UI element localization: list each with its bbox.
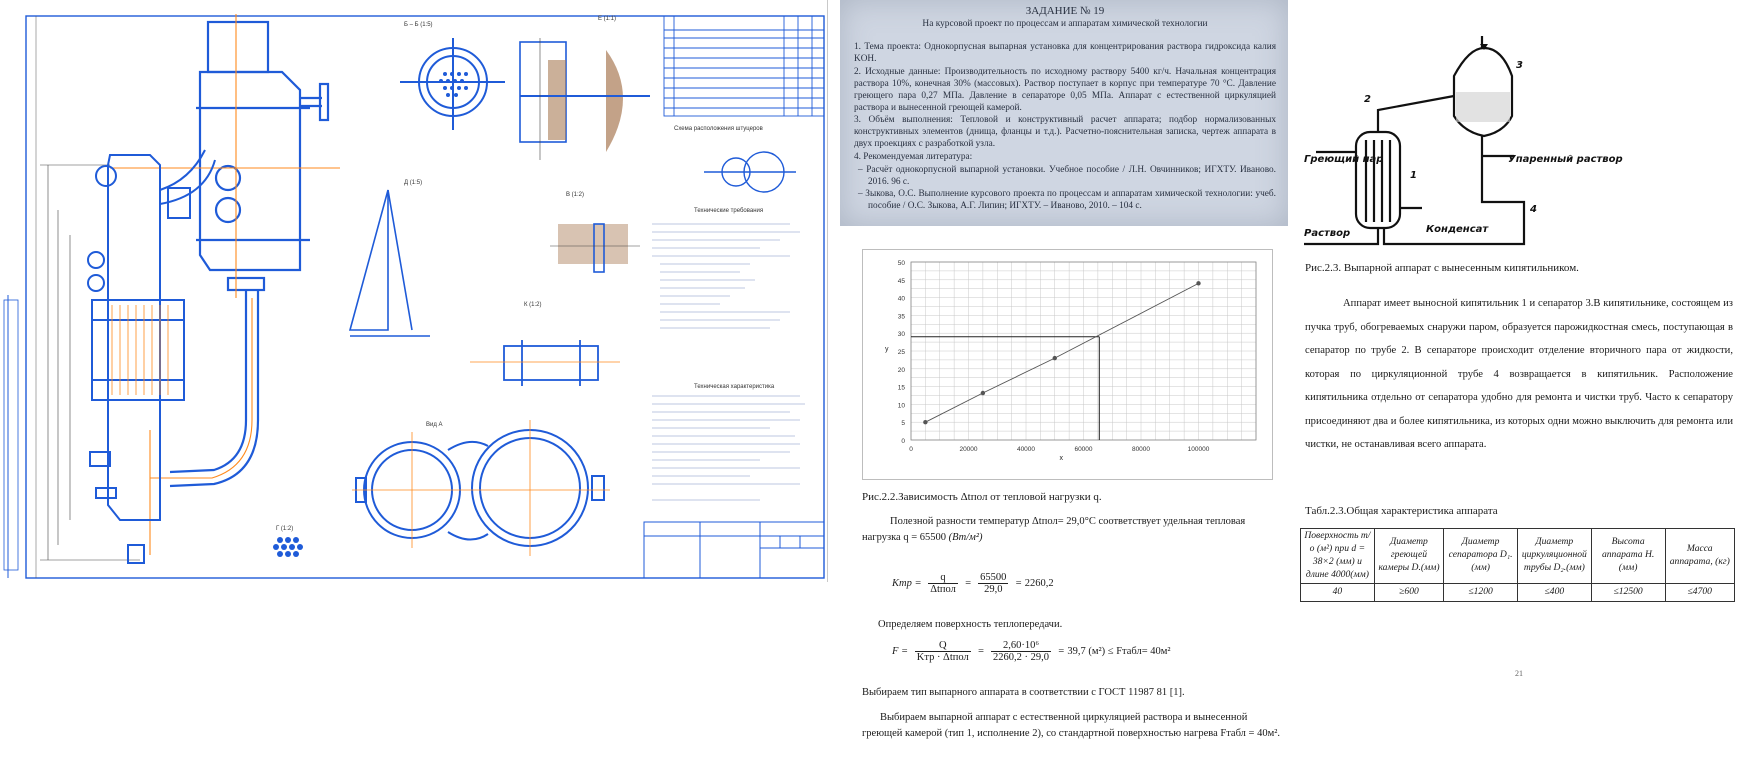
literature-item: – Расчёт однокорпусной выпарной установки. Учебное пособие / Л.Н. Овчинников; ИГХТУ. Иваново. 2016. 96 с. [858, 165, 1276, 187]
table-cell: ≤1200 [1444, 583, 1518, 601]
x-tick-label: 80000 [1131, 446, 1151, 453]
engineering-drawing [0, 0, 828, 582]
y-tick-label: 35 [897, 313, 905, 321]
data-point [981, 391, 985, 395]
y-tick-label: 15 [897, 384, 905, 392]
page-number: 21 [1515, 669, 1523, 678]
separator-vessel [170, 22, 328, 486]
table-caption: Табл.2.3.Общая характеристика аппарата [1305, 505, 1498, 517]
y-tick-label: 0 [901, 438, 905, 445]
table-cell: 40 [1301, 583, 1375, 601]
data-point [1196, 281, 1200, 285]
table-cell: ≥600 [1374, 583, 1443, 601]
x-tick-label: 40000 [1016, 446, 1036, 453]
assignment-photo [840, 0, 1288, 226]
data-point [1053, 356, 1057, 360]
assignment-item: 3. Объём выполнения: Тепловой и конструктивный расчет аппарата; подбор нормализованных конструктивных элементов (днища, фланцы и т.д.). Расчетно-пояснительная записка, чертеж аппарата в двух проекциях с разработкой узла. [854, 115, 1276, 150]
notes-heading: Технические требования [694, 208, 764, 214]
scheme-number: 1 [1410, 170, 1417, 181]
y-tick-label: 50 [897, 260, 905, 267]
assignment-subtitle: На курсовой проект по процессам и аппаратам химической технологии [922, 19, 1208, 30]
x-tick-label: 100000 [1187, 446, 1210, 453]
table-cell: ≤12500 [1591, 583, 1665, 601]
table-header: Диаметр греющей камеры D.(мм) [1374, 529, 1443, 584]
heat-paragraph: Определяем поверхность теплопередачи. [878, 619, 1063, 630]
scheme-number: 3 [1516, 60, 1523, 71]
view-label: Е (1:1) [598, 16, 617, 22]
table-header-row [1301, 529, 1735, 584]
tube-bundle [112, 305, 168, 395]
scheme-label: Упаренный раствор [1508, 154, 1623, 165]
view-label: В (1:2) [566, 192, 585, 198]
heat-paragraph: Полезной разности температур Δtпол= 29,0°C соответствует удельная тепловая нагрузка q = 65500 (Вт/м²) [862, 516, 1246, 543]
scheme-label: Греющий пар [1304, 154, 1384, 165]
characteristics-table [1300, 528, 1735, 602]
chart-caption: Рис.2.2.Зависимость Δtпол от тепловой нагрузки q. [862, 491, 1102, 503]
assignment-item: 4. Рекомендуемая литература: [854, 152, 973, 163]
section-e [520, 38, 650, 160]
y-tick-label: 10 [897, 402, 905, 410]
assignment-item: 2. Исходные данные: Производительность по исходному раствору 5400 кг/ч. Начальная концентрация раствора 10%, конечная 30% (массовых). Раствор поступает в корпус при температуре 70 °C. Давление греющего пара 0,27 МПа. Давление в сепараторе 0,05 МПа. Аппарат с естественной циркуляцией раствора и вынесенной греющей камерой. [854, 66, 1276, 113]
data-point [923, 420, 927, 424]
scheme-number: 4 [1530, 204, 1537, 215]
k-formula: Kтр = $\frac{q}{\text{Δtпол}}$ = $\frac{65500}{29,0}$ = 2260,2 [892, 572, 1054, 595]
y-tick-label: 20 [897, 366, 905, 374]
y-tick-label: 5 [901, 420, 905, 428]
view-g-tubes [273, 537, 303, 557]
table-cell: ≤4700 [1665, 583, 1735, 601]
spec-table [664, 16, 824, 116]
table-header: Поверхность т/о (м²) при d = 38×2 (мм) и длине 4000(мм) [1301, 529, 1375, 584]
series-line [925, 283, 1198, 422]
title-block [644, 522, 824, 578]
y-tick-label: 40 [897, 295, 905, 303]
table-header: Диаметр циркуляционной трубы D₂.(мм) [1517, 529, 1591, 584]
literature-item: – Зыкова, О.С. Выполнение курсового проекта по процессам и аппаратам химической технологии: учеб. пособие / О.С. Зыкова, А.Г. Липин; ИГХТУ. – Иваново, 2010. – 104 с. [858, 188, 1276, 211]
table-header: Масса аппарата, (кг) [1665, 529, 1735, 584]
evaporator-scheme [1304, 36, 1623, 256]
nozzle-scheme [704, 152, 796, 192]
view-k [470, 340, 620, 386]
heat-load-chart [862, 249, 1273, 480]
x-tick-label: 20000 [959, 446, 978, 453]
view-v [550, 224, 640, 272]
x-tick-label: 0 [909, 446, 913, 453]
y-axis-label: y [885, 346, 889, 353]
drawing-canvas [0, 0, 828, 582]
notes-heading: Схема расположения штуцеров [674, 126, 763, 132]
x-tick-label: 60000 [1074, 446, 1093, 453]
table-header: Высота аппарата H.(мм) [1591, 529, 1665, 584]
notes-heading: Техническая характеристика [694, 384, 775, 390]
scheme-label: Конденсат [1426, 224, 1489, 235]
notes-lines [652, 224, 805, 500]
view-label: Д (1:5) [404, 180, 423, 186]
heating-chamber [88, 150, 215, 563]
y-tick-label: 30 [897, 331, 905, 339]
view-label: Г (1:2) [276, 526, 294, 532]
axis-lines [110, 14, 340, 555]
apparatus-description: Аппарат имеет выносной кипятильник 1 и сепаратор 3.В кипятильнике, состоящем из пучка труб, обогреваемых снаружи паром, образуется парожидкостная смесь, поступающая в сепаратор по трубе 2. В сепараторе происходит отделение вторичного пара от жидкости, которая по циркуляционной трубе 4 возвращается в кипятильник. Расположение кипятильника отдельно от сепаратора удобно для ремонта и чистки труб. Часто к сепаратору присоединяют два и более кипятильника, из которых одни можно выключить для ремонта или чистки, не останавливая всего аппарата. [1305, 298, 1733, 451]
table-cell: ≤400 [1517, 583, 1591, 601]
scheme-number: 2 [1364, 94, 1371, 105]
heat-paragraph: Выбираем тип выпарного аппарата в соответствии с ГОСТ 11987 81 [1]. [862, 687, 1185, 698]
y-tick-label: 45 [897, 277, 905, 285]
assignment-item: 1. Тема проекта: Однокорпусная выпарная установка для концентрирования раствора гидроксида калия KOH. [854, 42, 1276, 64]
table-header: Диаметр сепаратора D₁.(мм) [1444, 529, 1518, 584]
figure-caption: Рис.2.3. Выпарной аппарат с вынесенным кипятильником. [1305, 262, 1579, 274]
scheme-label: Раствор [1304, 228, 1351, 239]
x-axis-label: x [1059, 455, 1063, 462]
heat-paragraph: Выбираем выпарной аппарат с естественной циркуляцией раствора и вынесенной греющей камерой (тип 1, исполнение 2), со стандартной поверхностью нагрева Fтабл = 40м². [862, 712, 1281, 739]
view-d [350, 190, 430, 336]
y-tick-label: 25 [897, 349, 905, 356]
view-label: Вид А [426, 422, 443, 428]
view-label: К (1:2) [524, 302, 542, 308]
assignment-title: ЗАДАНИЕ № 19 [1025, 5, 1105, 17]
view-label: Б – Б (1:5) [404, 22, 433, 28]
chart-svg [863, 250, 1274, 481]
table-row [1301, 583, 1735, 601]
view-a [356, 430, 604, 546]
pipe-2 [1378, 96, 1454, 132]
heater-body [1356, 132, 1400, 228]
f-formula: F = $\frac{Q}{\text{Kтр · Δtпол}}$ = $\frac{\text{2,60·10⁶}}{2260,2 \cdot 29,0}$ = 39,7 (м²) ≤ Fтабл= 40м² [892, 640, 1171, 663]
section-bb [400, 38, 505, 130]
